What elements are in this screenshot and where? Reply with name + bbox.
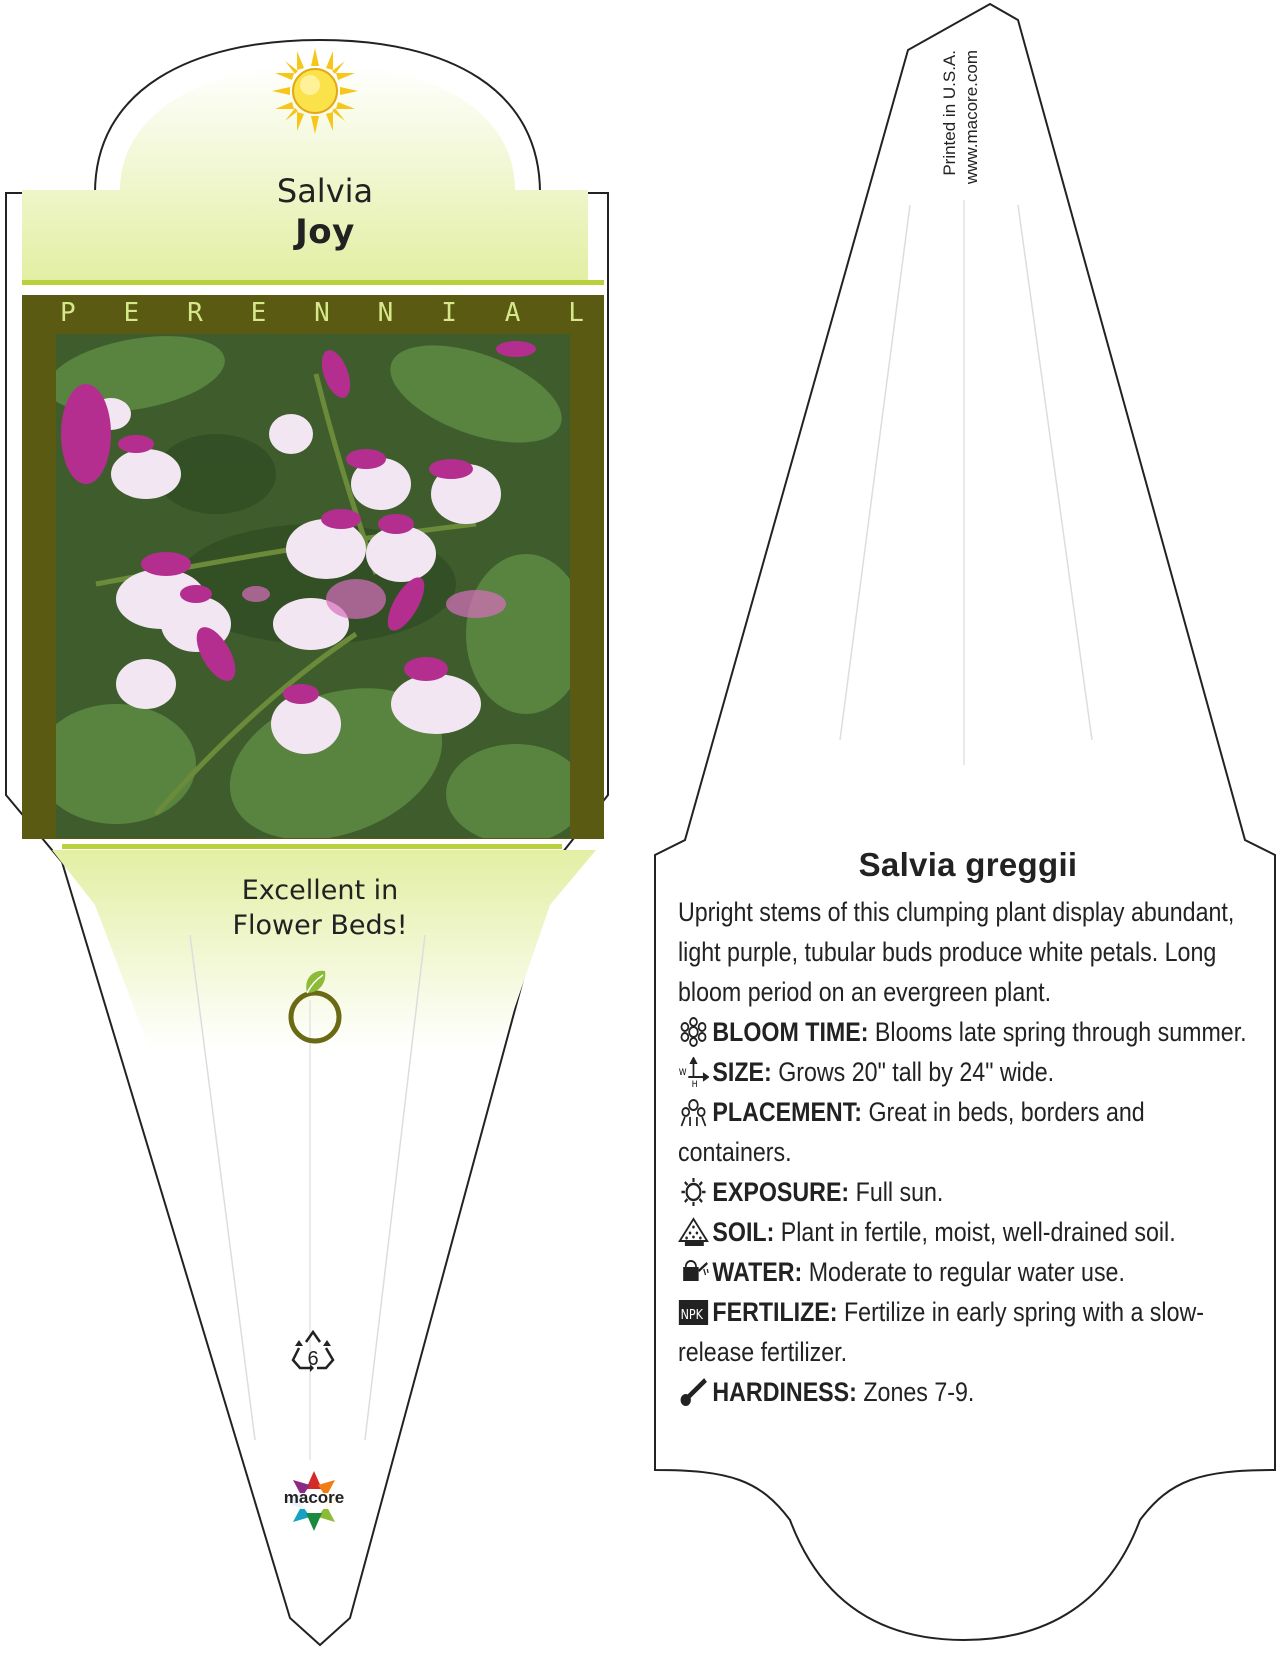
- type-letter: R: [187, 298, 203, 328]
- care-row-hardiness: [678, 1372, 1258, 1412]
- type-letter: P: [60, 298, 76, 328]
- care-text: Full sun.: [849, 1177, 944, 1207]
- svg-text:NPK: NPK: [680, 1307, 703, 1323]
- tagline-line: Flower Beds!: [232, 910, 408, 941]
- sun-icon: [678, 1177, 709, 1207]
- care-label: BLOOM TIME:: [712, 1017, 869, 1047]
- care-label: HARDINESS:: [712, 1377, 857, 1407]
- svg-text:H: H: [691, 1078, 698, 1087]
- type-letter: L: [568, 298, 584, 328]
- thermometer-icon: [678, 1377, 709, 1407]
- care-label: WATER:: [712, 1257, 803, 1287]
- care-label: FERTILIZE:: [712, 1297, 838, 1327]
- watering-can-icon: [678, 1257, 709, 1287]
- species-name: Salvia greggii: [858, 846, 1078, 883]
- plant-genus: Salvia: [276, 172, 374, 210]
- care-text: Fertilize in early spring with a slow-release fertilizer.: [678, 1297, 1204, 1367]
- care-row-soil: [678, 1212, 1258, 1252]
- care-text: Grows 20" tall by 24" wide.: [771, 1057, 1055, 1087]
- plant-variety: Joy: [295, 212, 355, 252]
- care-row-bloom: [678, 1012, 1258, 1052]
- leaf-bulb-icon: [285, 965, 345, 1045]
- care-label: PLACEMENT:: [712, 1097, 863, 1127]
- flower-icon: [678, 1017, 709, 1047]
- printed-note: Printed in U.S.A.: [940, 50, 959, 176]
- care-text: Great in beds, borders and containers.: [678, 1097, 1145, 1167]
- website: www.macore.com: [962, 50, 981, 185]
- care-row-fertilize: [678, 1292, 1258, 1372]
- care-text: Plant in fertile, moist, well-drained soil.: [774, 1217, 1176, 1247]
- plant-photo: [56, 334, 570, 838]
- care-row-placement: [678, 1092, 1258, 1172]
- type-letter: N: [377, 298, 394, 328]
- care-text: Zones 7-9.: [856, 1377, 975, 1407]
- npk-icon: [678, 1297, 709, 1327]
- care-label: EXPOSURE:: [712, 1177, 850, 1207]
- care-info: [678, 846, 1258, 1412]
- tagline-line: Excellent in: [241, 875, 399, 906]
- size-icon: [678, 1057, 709, 1087]
- care-row-exposure: [678, 1172, 1258, 1212]
- type-letter: E: [250, 298, 267, 328]
- care-text: Blooms late spring through summer.: [868, 1017, 1247, 1047]
- care-label: SOIL:: [712, 1217, 775, 1247]
- brand-name: macore: [283, 1488, 345, 1507]
- soil-icon: [678, 1217, 709, 1247]
- type-letter: N: [314, 298, 330, 328]
- type-letter: I: [441, 298, 457, 328]
- plant-type-label: [22, 298, 604, 330]
- description: Upright stems of this clumping plant display abundant, light purple, tubular buds produce white petals. Long bloom period on an evergreen plant.: [678, 897, 1235, 1007]
- type-letter: E: [123, 298, 140, 328]
- full-sun-icon: [270, 46, 360, 136]
- placement-icon: [678, 1097, 709, 1127]
- care-label: SIZE:: [712, 1057, 772, 1087]
- care-text: Moderate to regular water use.: [802, 1257, 1125, 1287]
- care-row-size: [678, 1052, 1258, 1092]
- care-row-water: [678, 1252, 1258, 1292]
- svg-text:W: W: [678, 1066, 687, 1078]
- recycle-number: 6: [307, 1348, 319, 1370]
- type-letter: A: [504, 298, 521, 328]
- tagline: [170, 873, 470, 943]
